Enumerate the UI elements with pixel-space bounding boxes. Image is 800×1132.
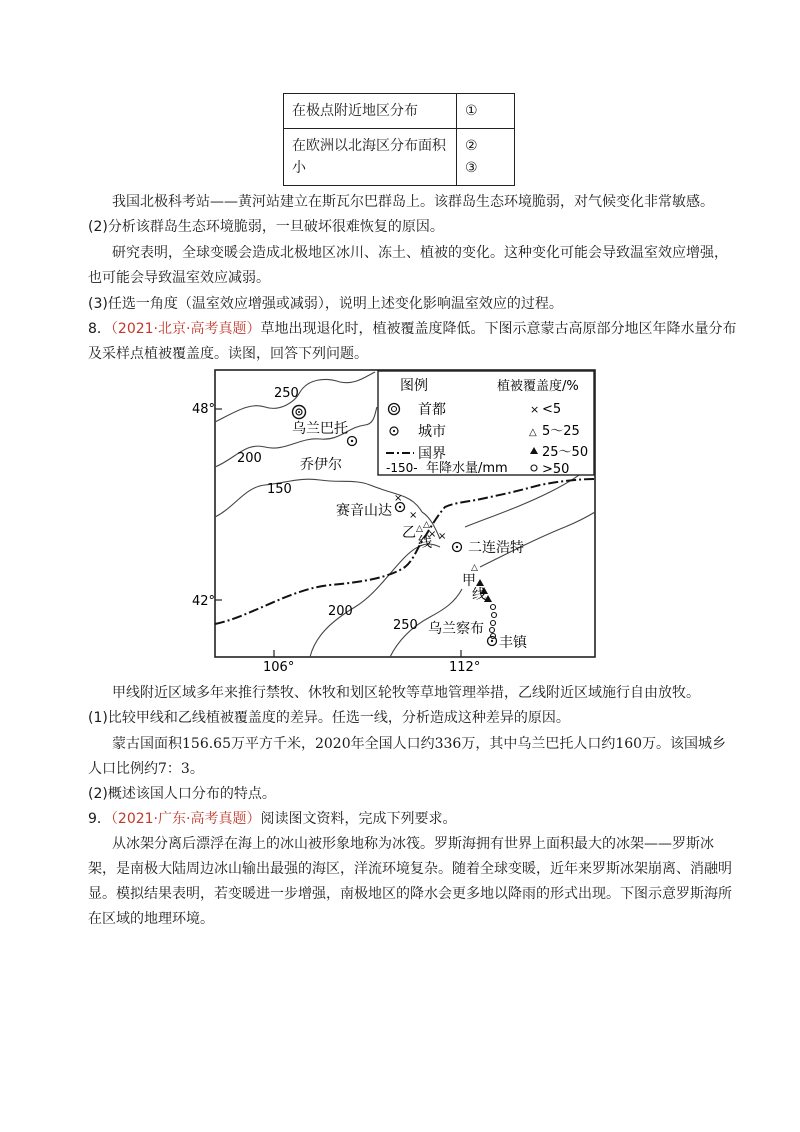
q8-paragraph-1: 甲线附近区域多年来推行禁牧、休牧和划区轮牧等草地管理举措，乙线附近区域施行自由放牧。	[112, 685, 700, 701]
legend-isoline-sample: -150-	[386, 461, 418, 475]
isoline-label-250-bottom: 250	[393, 618, 418, 633]
sample-lt5: ×	[438, 531, 447, 542]
q9-paragraph-line-4: 在区域的地理环境。	[88, 911, 214, 927]
q7-sub-question-3: (3)任选一角度（温室效应增强或减弱），说明上述变化影响温室效应的过程。	[88, 296, 563, 312]
lon-label-106: 106°	[263, 660, 295, 672]
line-yi-label-1: 乙	[402, 525, 416, 541]
q8-stem-line-1	[88, 319, 736, 339]
q7-paragraph-2a: 研究表明，全球变暖会造成北极地区冰川、冻土、植被的变化。这种变化可能会导致温室效应增强，	[112, 245, 728, 261]
legend-cover-title: 植被覆盖度/%	[497, 379, 579, 394]
legend-capital-label: 首都	[418, 402, 446, 418]
sample-lt5: ×	[394, 493, 403, 504]
sample-gt50	[491, 605, 496, 610]
lat-label-48: 48°	[192, 402, 216, 417]
sample-gt50	[491, 621, 496, 626]
sample-lt5: ×	[428, 529, 437, 540]
sample-5-25: △	[416, 524, 423, 534]
legend-lt5-label: <5	[542, 402, 562, 417]
q8-paragraph-2b: 人口比例约7：3。	[88, 761, 204, 777]
lon-label-112: 112°	[449, 660, 481, 672]
q7-paragraph-1: 我国北极科考站——黄河站建立在斯瓦尔巴群岛上。该群岛生态环境脆弱，对气候变化非常敏感。	[112, 194, 714, 210]
q9-stem	[88, 809, 456, 829]
q9-paragraph-line-2: 架，是南极大陆周边冰山输出最强的海区，洋流环境复杂。随着全球变暖，近年来罗斯冰架崩离、消融明	[88, 861, 732, 877]
isoline-label-200-bottom: 200	[328, 604, 353, 619]
legend-lt5-icon: ×	[530, 403, 540, 416]
answer-table	[283, 93, 515, 186]
legend-25-50-label: 25～50	[542, 445, 589, 460]
sample-25-50	[476, 579, 484, 586]
legend-title: 图例	[400, 378, 428, 394]
q7-paragraph-2b: 也可能会导致温室效应减弱。	[88, 270, 270, 286]
table-row	[284, 94, 515, 129]
isoline-label-250-top: 250	[274, 386, 299, 401]
city-choir-marker	[348, 437, 357, 446]
table-cell-line: ②	[465, 138, 478, 154]
legend-border-label: 国界	[418, 446, 446, 462]
isoline-label-150: 150	[267, 482, 292, 497]
question-stem: 阅读图文资料，完成下列要求。	[260, 811, 457, 827]
table-cell-line: 在欧洲以北海区分布面积	[292, 138, 446, 154]
sample-5-25: △	[423, 520, 430, 530]
q7-sub-question-2: (2)分析该群岛生态环境脆弱，一旦破坏很难恢复的原因。	[88, 219, 444, 235]
sample-gt50	[492, 613, 497, 618]
city-label-ulanqab: 乌兰察布	[428, 621, 484, 637]
table-cell	[284, 129, 457, 186]
city-label-ulaanbaatar: 乌兰巴托	[292, 421, 348, 437]
line-jia-label-2: 线	[472, 587, 486, 603]
question-source: （2021·北京·高考真题）	[110, 321, 261, 337]
lat-label-42: 42°	[192, 594, 216, 609]
city-label-sainshand: 赛音山达	[336, 503, 392, 519]
q8-sub-question-1: (1)比较甲线和乙线植被覆盖度的差异。任选一线，分析造成这种差异的原因。	[88, 710, 570, 726]
question-number: 9．	[88, 811, 111, 827]
table-cell: ①	[457, 94, 515, 129]
line-yi-label-2: 线	[418, 535, 432, 551]
city-label-fengzhen: 丰镇	[499, 635, 527, 651]
national-border	[215, 479, 595, 624]
q8-sub-question-2: (2)概述该国人口分布的特点。	[88, 786, 276, 802]
q9-paragraph-line-1: 从冰架分离后漂浮在海上的冰山被形象地称为冰筏。罗斯海拥有世界上面积最大的冰架——罗斯冰	[112, 836, 714, 852]
sample-5-25: △	[471, 563, 478, 573]
city-label-erlian: 二连浩特	[468, 540, 524, 556]
q9-paragraph-line-3: 显。模拟结果表明，若变暖进一步增强，南极地区的降水会更多地以降雨的形式出现。下图示意罗斯海所	[88, 886, 732, 902]
sample-gt50	[490, 628, 495, 633]
table-cell-line: 小	[292, 160, 306, 176]
sample-lt5: ×	[409, 510, 418, 521]
question-stem: 草地出现退化时，植被覆盖度降低。下图示意蒙古高原部分地区年降水量分布	[260, 321, 737, 337]
legend-gt50-label: >50	[542, 462, 570, 477]
city-label-choir: 乔伊尔	[300, 457, 342, 473]
table-row	[284, 129, 515, 186]
line-jia-label-1: 甲	[462, 573, 476, 589]
table-cell	[457, 129, 515, 186]
table-cell-line: ③	[465, 160, 478, 176]
question-number: 8．	[88, 321, 111, 337]
legend-5-25-label: 5～25	[542, 424, 580, 439]
table-cell: 在极点附近地区分布	[284, 94, 457, 129]
isoline-label-200-top: 200	[237, 451, 262, 466]
legend-5-25-icon: △	[529, 427, 537, 438]
q8-stem-line-2: 及采样点植被覆盖度。读图，回答下列问题。	[88, 346, 368, 362]
precipitation-map	[190, 367, 610, 672]
q8-paragraph-2a: 蒙古国面积156.65万平方千米，2020年全国人口约336万，其中乌兰巴托人口约160万。该国城乡	[112, 736, 727, 752]
legend-isoline-label: 年降水量/mm	[426, 461, 508, 476]
isoline-200-bottom	[310, 544, 440, 657]
legend-city-label: 城市	[418, 424, 446, 440]
city-erlian-marker	[453, 543, 462, 552]
question-source: （2021·广东·高考真题）	[110, 811, 261, 827]
capital-ulaanbaatar-marker	[293, 406, 306, 419]
